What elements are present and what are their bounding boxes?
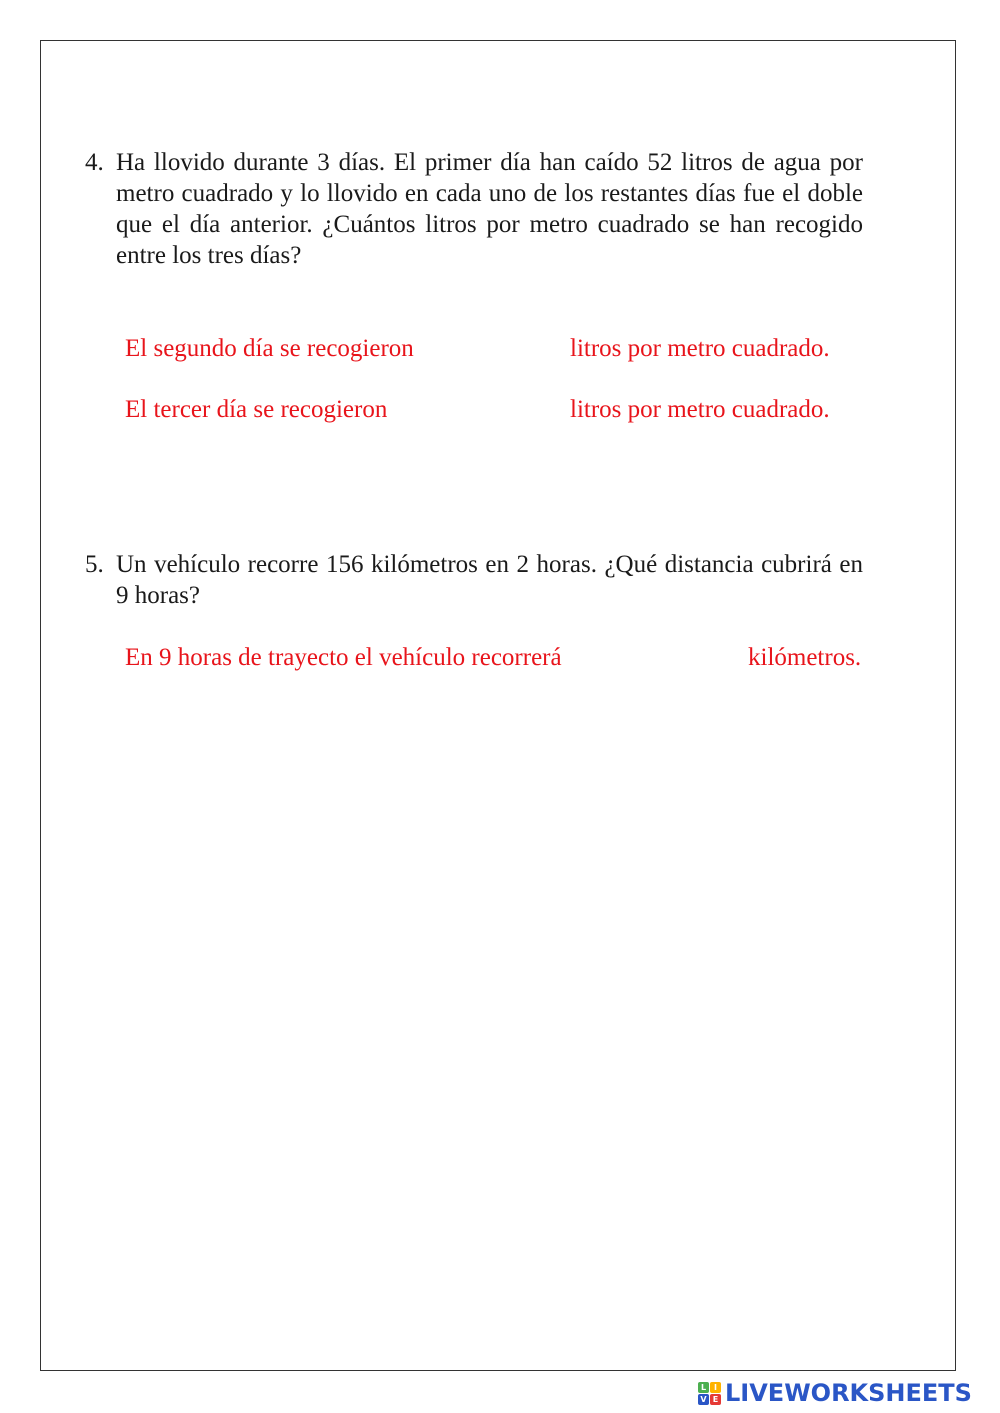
question-4	[85, 147, 863, 271]
answer-input-second-day[interactable]	[440, 333, 566, 365]
answer-line-third-day-after: litros por metro cuadrado.	[570, 396, 830, 423]
answer-line-third-day-before: El tercer día se recogieron	[125, 396, 388, 423]
answer-input-distance[interactable]	[600, 642, 746, 674]
answer-line-second-day-after: litros por metro cuadrado.	[570, 335, 830, 362]
answer-line-distance-before: En 9 horas de trayecto el vehículo recorrerá	[125, 644, 562, 671]
logo-text: LIVEWORKSHEETS	[725, 1379, 972, 1407]
answer-line-second-day-before: El segundo día se recogieron	[125, 335, 414, 362]
question-number: 4.	[85, 149, 104, 176]
question-number: 5.	[85, 551, 104, 578]
answer-line-distance-after: kilómetros.	[748, 644, 862, 671]
liveworksheets-logo	[698, 1378, 972, 1408]
logo-mark-icon: L I V E	[698, 1382, 721, 1405]
question-text: Un vehículo recorre 156 kilómetros en 2 horas. ¿Qué distancia cubrirá en 9 horas?	[116, 551, 863, 609]
question-text: Ha llovido durante 3 días. El primer día han caído 52 litros de agua por metro cuadrado y lo llovido en cada uno de los restantes días fue el doble que el día anterior. ¿Cuántos litros por metro cuadrado se han recogido entre los tres días?	[116, 149, 863, 269]
answer-input-third-day[interactable]	[412, 394, 566, 426]
question-5	[85, 549, 863, 611]
